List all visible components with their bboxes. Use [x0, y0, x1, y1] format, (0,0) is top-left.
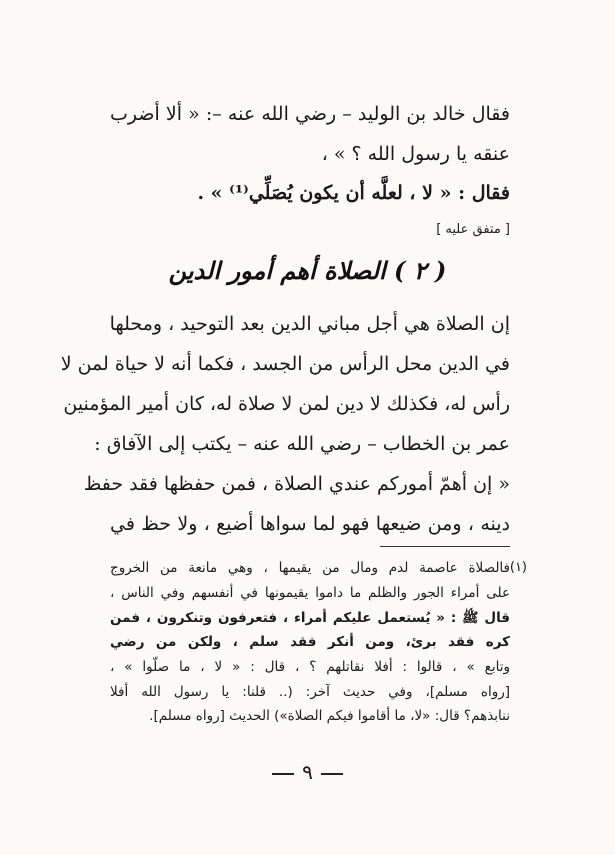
paragraph-line: في الدين محل الرأس من الجسد ، فكما أنه لا حياة لمن لا	[60, 353, 510, 375]
text-line: فقال خالد بن الوليد – رضي الله عنه –: « ألا أضرب	[110, 103, 510, 125]
footnote-divider	[380, 546, 510, 547]
section-heading: ( ٢ ) الصلاة أهم أمور الدين	[168, 256, 447, 285]
text-line: فقال : « لا ، لعلَّه أن يكون يُصَلِّي⁽¹⁾ » .	[197, 182, 510, 204]
paragraph-line: دينه ، ومن ضيعها فهو لما سواها أضيع ، ولا حظ في	[110, 513, 510, 535]
footnote-line: فالصلاة عاصمة لدم ومال من يقيمها ، وهي مانعة من الخروج	[110, 560, 510, 576]
text-line: عنقه يا رسول الله ؟ » ،	[321, 143, 510, 165]
footnote-line: وتابع » ، قالوا : أفلا نقاتلهم ؟ ، قال : « لا ، ما صلّوا » ،	[110, 659, 510, 675]
footnote-line: كره فقد برئ، ومن أنكر فقد سلم ، ولكن من رضي	[110, 634, 510, 650]
paragraph-line: عمر بن الخطاب – رضي الله عنه – يكتب إلى الآفاق :	[94, 433, 510, 455]
footnote-line: [رواه مسلم]، وفي حديث آخر: (.. قلنا: يا رسول الله أفلا	[110, 684, 510, 700]
paragraph-line: « إن أهمّ أموركم عندي الصلاة ، فمن حفظها فقد حفظ	[83, 473, 510, 495]
paragraph-line: رأس له، فكذلك لا دين لمن لا صلاة له، كان أمير المؤمنين	[63, 393, 510, 415]
page-number-value: ٩	[302, 760, 313, 784]
dash-left	[321, 773, 343, 775]
footnote-line: على أمراء الجور والظلم ما داموا يقيمونها في أنفسهم وفي الناس ،	[110, 585, 510, 601]
paragraph-line: إن الصلاة هي أجل مباني الدين بعد التوحيد ، ومحلها	[109, 313, 510, 335]
page-number	[0, 760, 615, 784]
footnote-number: (١)	[509, 560, 527, 575]
footnote-line: قال ﷺ : « يُستعمل عليكم أمراء ، فتعرفون وتنكرون ، فمن	[110, 610, 510, 626]
hadith-source: [ متفق عليه ]	[436, 222, 510, 237]
footnote-line: ننابذهم؟ قال: «لا، ما أقاموا فيكم الصلاة») الحديث [رواه مسلم].	[149, 708, 510, 724]
dash-right	[272, 773, 294, 775]
